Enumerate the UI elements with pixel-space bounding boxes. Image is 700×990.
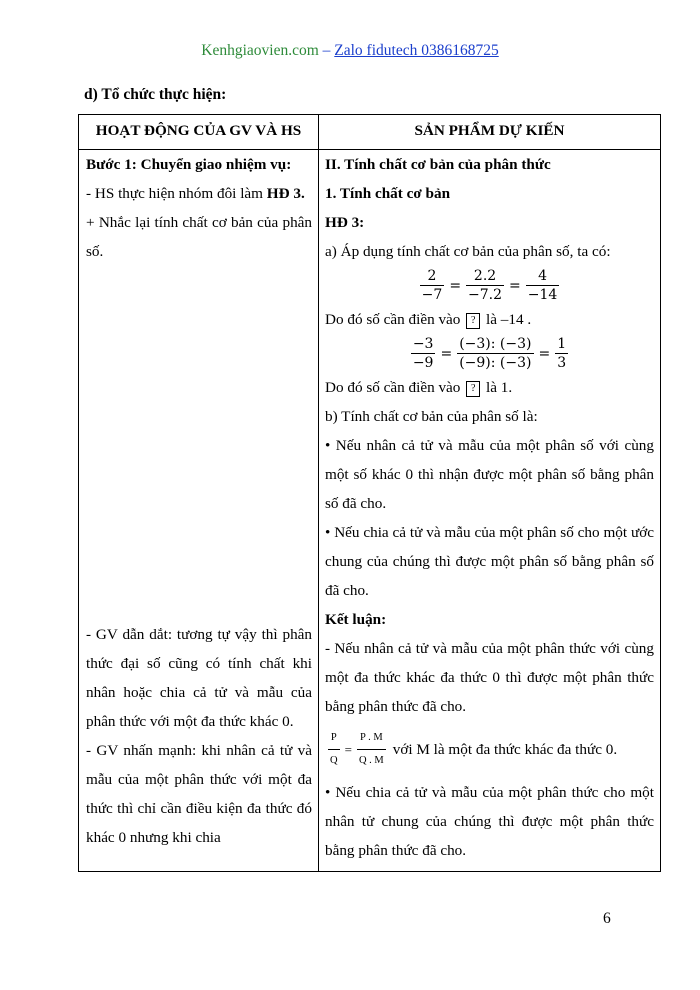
conclusion-title: Kết luận:: [325, 611, 387, 628]
fraction: $\frac{P . M}{Q . M}$: [357, 729, 386, 770]
bullet-divide: • Nếu chia cả tử và mẫu của một phân số cho một ước chung của chúng thì được một phân số bằng phân số đã cho.: [325, 524, 654, 599]
question-box-icon: ?: [466, 313, 480, 329]
gv-emphasis-paragraph: - GV nhấn mạnh: khi nhân cả tử và mẫu của một phân thức với một đa thức thì chỉ cần điều kiện đa thức đó khác 0 nhưng khi chia: [86, 742, 312, 846]
header-separator: –: [322, 42, 331, 59]
fraction: $\frac{P}{Q}$: [328, 729, 340, 770]
fill-answer-2: Do đó số cần điền vào ? là 1.: [325, 379, 513, 396]
products-cell: [319, 150, 661, 872]
activities-cell: [79, 150, 319, 872]
col-header-activities: HOẠT ĐỘNG CỦA GV VÀ HS: [79, 115, 319, 150]
header-site: Kenhgiaovien.com: [201, 42, 319, 59]
page-header: [0, 42, 700, 60]
formula-suffix: với M là một đa thức khác đa thức 0.: [392, 740, 618, 758]
step1-title: Bước 1: Chuyển giao nhiệm vụ:: [86, 156, 292, 173]
part-b-line: b) Tính chất cơ bản của phân số là:: [325, 408, 538, 425]
equation-1: $\frac{2}{-7}$ = $\frac{2.2}{-7.2}$ = $\frac{4}{-14}$: [421, 268, 558, 303]
part-a-line: a) Áp dụng tính chất cơ bản của phân số, ta có:: [325, 243, 611, 260]
fill-answer-1: Do đó số cần điền vào ? là –14 .: [325, 311, 532, 328]
fraction: $\frac{1}{3}$: [557, 336, 567, 371]
table-row: [79, 150, 661, 872]
fraction: $\frac{(-3): (-3)}{(-9): (-3)}$: [459, 336, 532, 371]
conclusion-multiply: - Nếu nhân cả tử và mẫu của một phân thức với cùng một đa thức khác đa thức 0 thì được một phân thức bằng phân thức đã cho.: [325, 640, 654, 715]
fraction: $\frac{2}{-7}$: [421, 268, 443, 303]
reminder-line: + Nhắc lại tính chất cơ bản của phân số.: [86, 214, 312, 260]
fraction: $\frac{-3}{-9}$: [412, 336, 434, 371]
question-box-icon: ?: [466, 381, 480, 397]
section-title: d) Tổ chức thực hiện:: [84, 86, 227, 103]
fraction: $\frac{2.2}{-7.2}$: [468, 268, 503, 303]
gv-lead-paragraph: - GV dẫn dắt: tương tự vậy thì phân thức đại số cũng có tính chất khi nhân hoặc chia cả tử và mẫu của phân thức với một đa thức khác 0.: [86, 626, 312, 730]
equation-2: $\frac{-3}{-9}$ = $\frac{(-3): (-3)}{(-9): (-3)}$ = $\frac{1}{3}$: [412, 336, 567, 371]
heading-hd3: HĐ 3:: [325, 214, 365, 231]
spacer: [86, 266, 312, 614]
activity-table: [78, 114, 661, 872]
header-zalo-link[interactable]: Zalo fidutech 0386168725: [334, 42, 499, 59]
table-header-row: [79, 115, 661, 150]
conclusion-divide: • Nếu chia cả tử và mẫu của một phân thức cho một nhân tử chung của chúng thì được một phân thức bằng phân thức đã cho.: [325, 784, 654, 859]
bullet-multiply: • Nếu nhân cả tử và mẫu của một phân số với cùng một số khác 0 thì nhận được một phân số bằng phân số đã cho.: [325, 437, 654, 512]
fraction: $\frac{4}{-14}$: [527, 268, 558, 303]
heading-1: 1. Tính chất cơ bản: [325, 185, 451, 202]
page-number: 6: [603, 910, 611, 927]
heading-ii: II. Tính chất cơ bản của phân thức: [325, 156, 551, 173]
property-formula: $\frac{P}{Q}$ = $\frac{P . M}{Q . M}$ với M là một đa thức khác đa thức 0.: [325, 729, 654, 770]
task-line: - HS thực hiện nhóm đôi làm HĐ 3.: [86, 185, 305, 202]
col-header-products: SẢN PHẨM DỰ KIẾN: [319, 115, 661, 150]
